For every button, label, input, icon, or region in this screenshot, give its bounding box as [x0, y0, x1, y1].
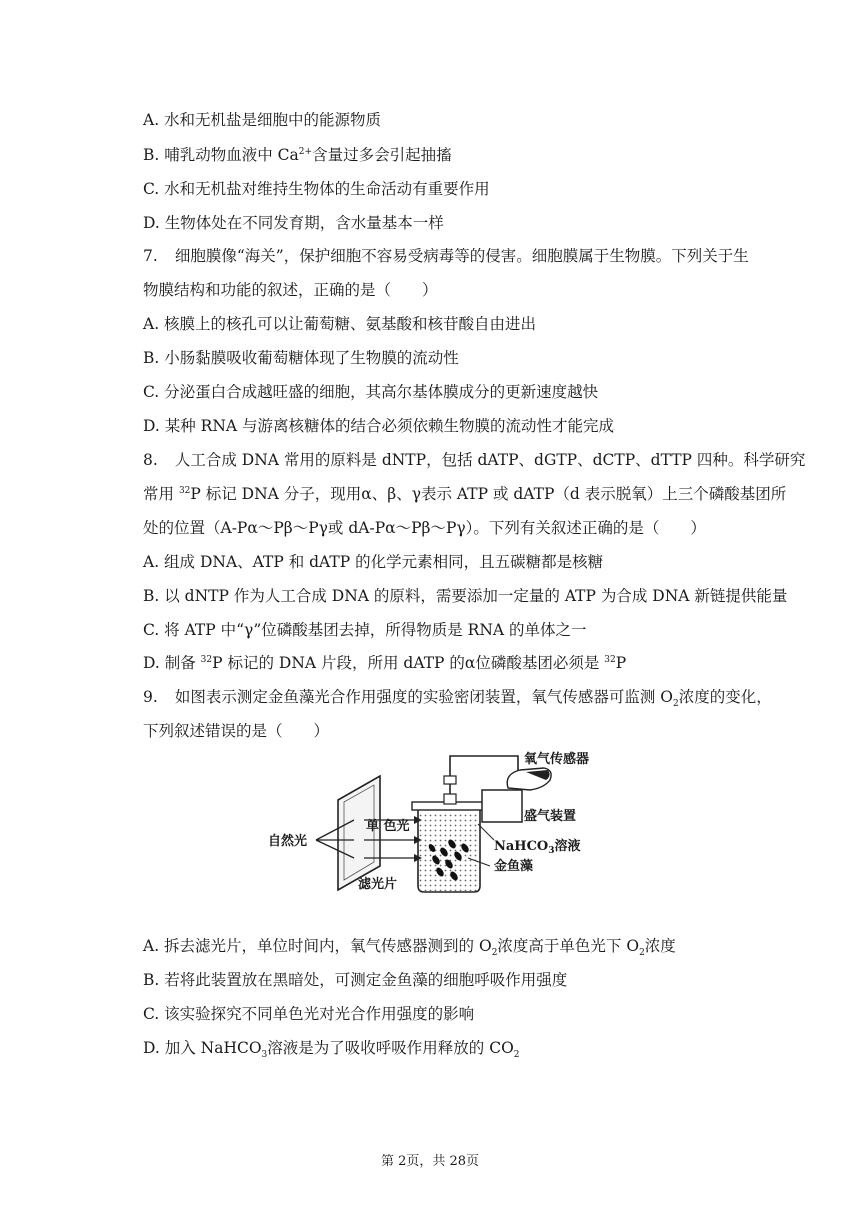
q8-option-c: C. 将 ATP 中“γ”位磷酸基团去掉，所得物质是 RNA 的单体之一 — [143, 621, 587, 639]
q7-option-c: C. 分泌蛋白合成越旺盛的细胞，其高尔基体膜成分的更新速度越快 — [143, 383, 599, 401]
q8-number: 8. — [143, 451, 158, 469]
q6-option-b: B. 哺乳动物血液中 $Ca^{2+}$含量过多会引起抽搐 — [143, 146, 452, 164]
q9-number: 9. — [143, 688, 158, 706]
oxygen-sensor — [507, 768, 551, 790]
q9-option-d: D. 加入 NaHCO$_3$溶液是为了吸收呼吸作用释放的 $CO_2$ — [143, 1039, 520, 1061]
q9-stem-line2: 下列叙述错误的是（ ） — [143, 722, 330, 740]
q7-number: 7. — [143, 247, 158, 265]
label-mono-light: 单 色光 — [366, 819, 410, 834]
page-footer: 第 2页，共 28页 — [380, 1154, 480, 1169]
q7-option-a: A. 核膜上的核孔可以让葡萄糖、氨基酸和核苷酸自由进出 — [143, 315, 537, 333]
label-filter: 滤光片 — [358, 877, 398, 892]
nahco3-solution — [419, 814, 479, 891]
q7-option-b: B. 小肠黏膜吸收葡萄糖体现了生物膜的流动性 — [143, 349, 459, 367]
label-natural-light: 自然光 — [268, 834, 308, 849]
q9-stem-line1: 9. 如图表示测定金鱼藻光合作用强度的实验密闭装置，氧气传感器可监测 $O_2$浓度的变化， — [143, 688, 772, 710]
q8-stem-line1: 8. 人工合成 DNA 常用的原料是 dNTP，包括 dATP、dGTP、dCTP、dTTP 四种。科学研究 — [143, 451, 806, 469]
q8-stem-line2: 常用 $^{32}$P 标记 DNA 分子，现用α、β、γ表示 ATP 或 dATP（d 表示脱氧）上三个磷酸基团所 — [143, 485, 787, 503]
q9-option-a: A. 拆去滤光片，单位时间内，氧气传感器测到的 $O_2$浓度高于单色光下 $O_2$浓度 — [143, 937, 676, 959]
q7-stem-line2: 物膜结构和功能的叙述，正确的是（ ） — [143, 281, 438, 299]
q8-stem-line3: 处的位置（A-Pα～Pβ～Pγ或 dA-Pα～Pβ～Pγ）。下列有关叙述正确的是（ ） — [143, 519, 706, 537]
label-o2-sensor: 氧气传感器 — [524, 752, 590, 767]
q6-option-d: D. 生物体处在不同发育期，含水量基本一样 — [143, 214, 444, 232]
q8-option-d: D. 制备 $^{32}$P 标记的 DNA 片段，所用 dATP 的α位磷酸基团必须是 $^{32}$P — [143, 654, 627, 672]
q9-option-c: C. 该实验探究不同单色光对光合作用强度的影响 — [143, 1005, 475, 1023]
q6-option-a: A. 水和无机盐是细胞中的能源物质 — [143, 111, 382, 129]
label-nahco3-solution: NaHCO$_3$溶液 — [494, 839, 581, 856]
q7-stem-line1: 7. 细胞膜像“海关”，保护细胞不容易受病毒等的侵害。细胞膜属于生物膜。下列关于生 — [143, 247, 749, 265]
label-goldfish-weed: 金鱼藻 — [494, 859, 534, 874]
q9-option-b: B. 若将此装置放在黑暗处，可测定金鱼藻的细胞呼吸作用强度 — [143, 971, 568, 989]
experiment-apparatus-figure — [268, 748, 598, 898]
q8-option-b: B. 以 dNTP 作为人工合成 DNA 的原料，需要添加一定量的 ATP 为合成 DNA 新链提供能量 — [143, 587, 788, 605]
q6-option-c: C. 水和无机盐对维持生物体的生命活动有重要作用 — [143, 180, 490, 198]
label-gas-device: 盛气装置 — [524, 809, 577, 824]
gas-storage-device — [482, 790, 522, 822]
q7-option-d: D. 某种 RNA 与游离核糖体的结合必须依赖生物膜的流动性才能完成 — [143, 417, 615, 435]
q8-option-a: A. 组成 DNA、ATP 和 dATP 的化学元素相同，且五碳糖都是核糖 — [143, 553, 604, 571]
